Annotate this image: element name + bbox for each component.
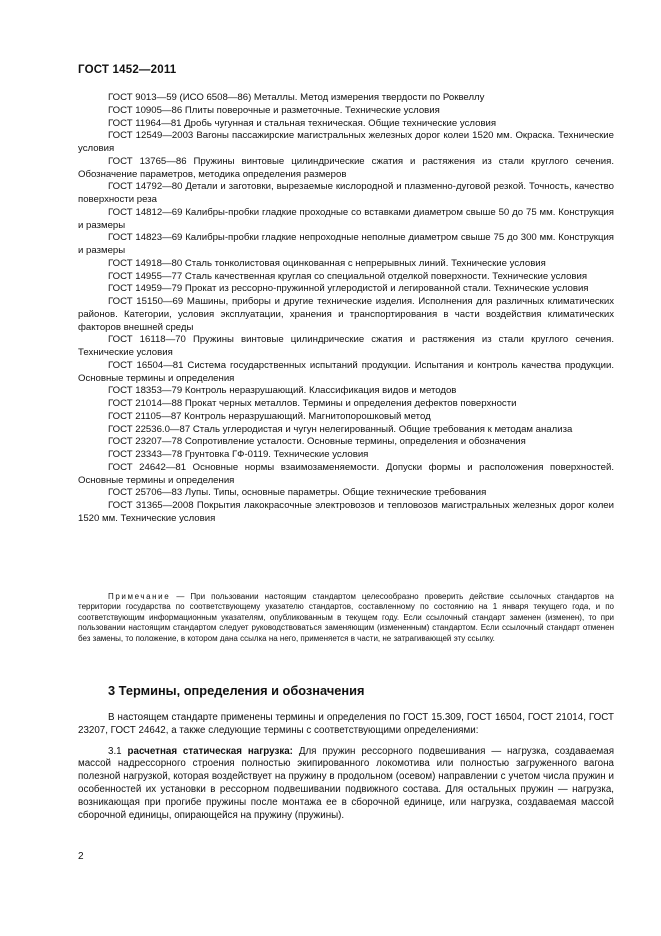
normative-references-list [78, 92, 614, 526]
reference-item: ГОСТ 11964—81 Дробь чугунная и стальная техническая. Общие технические условия [108, 117, 497, 129]
reference-item: ГОСТ 14792—80 Детали и заготовки, вырезаемые кислородной и плазменно-дуговой резкой. Точность, качество поверхности реза [78, 181, 614, 205]
note-label: Примечание [108, 592, 171, 601]
reference-item: ГОСТ 14918—80 Сталь тонколистовая оцинкованная с непрерывных линий. Технические условия [108, 257, 546, 269]
reference-item: ГОСТ 21014—88 Прокат черных металлов. Термины и определения дефектов поверхности [108, 398, 517, 409]
reference-item: ГОСТ 31365—2008 Покрытия лакокрасочные электровозов и тепловозов магистральных железных дорог колеи 1520 мм. Технические условия [78, 500, 614, 524]
reference-item: ГОСТ 15150—69 Машины, приборы и другие технические изделия. Исполнения для различных климатических районов. Категории, условия эксплуатации, хранения и транспортирования в части воздействия климатических факторов внешней среды [78, 296, 614, 333]
term-definition-paragraph [78, 746, 614, 823]
reference-item: ГОСТ 14812—69 Калибры-пробки гладкие проходные со вставками диаметром свыше 50 до 75 мм. Конструкция и размеры [78, 206, 614, 231]
reference-item: ГОСТ 24642—81 Основные нормы взаимозаменяемости. Допуски формы и расположения поверхностей. Основные термины и определения [78, 461, 614, 486]
reference-item: ГОСТ 21105—87 Контроль неразрушающий. Магнитопорошковый метод [108, 410, 431, 422]
references-note [78, 592, 614, 644]
reference-item: ГОСТ 10905—86 Плиты поверочные и разметочные. Технические условия [108, 104, 440, 116]
reference-item: ГОСТ 22536.0—87 Сталь углеродистая и чугун нелегированный. Общие требования к методам анализа [108, 423, 573, 435]
reference-item: ГОСТ 18353—79 Контроль неразрушающий. Классификация видов и методов [108, 385, 457, 397]
reference-item: ГОСТ 16504—81 Система государственных испытаний продукции. Испытания и контроль качества продукции. Основные термины и определения [78, 359, 614, 384]
term-name: расчетная статическая нагрузка: [127, 745, 293, 757]
reference-item: ГОСТ 14955—77 Сталь качественная круглая со специальной отделкой поверхности. Технические условия [108, 270, 588, 282]
reference-item: ГОСТ 23343—78 Грунтовка ГФ-0119. Технические условия [108, 449, 369, 460]
document-header: ГОСТ 1452—2011 [78, 64, 177, 76]
term-definition: Для пружин рессорного подвешивания — нагрузка, создаваемая массой надрессорного строения полностью экипированного локомотива или полностью загруженного вагона полезной нагрузкой, которая воздействует на пружину в продольном (осевом) направлении с учетом числа пружин и особенностей их установки в рессорном подвешивании подвижного состава. Для остальных пружин — нагрузка, возникающая при прогибе пружины после монтажа ее в сборочной единице, или нагрузка, создаваемая массой сборочной единицы, опирающейся на пружину (пружины). [78, 745, 615, 821]
reference-item: ГОСТ 14959—79 Прокат из рессорно-пружинной углеродистой и легированной стали. Технические условия [108, 283, 589, 295]
reference-item: ГОСТ 9013—59 (ИСО 6508—86) Металлы. Метод измерения твердости по Роквеллу [108, 92, 485, 103]
reference-item: ГОСТ 16118—70 Пружины винтовые цилиндрические сжатия и растяжения из стали круглого сечения. Технические условия [78, 334, 614, 358]
section-intro: В настоящем стандарте применены термины и определения по ГОСТ 15.309, ГОСТ 16504, ГОСТ 21014, ГОСТ 23207, ГОСТ 24642, а также следующие термины с соответствующими определениями: [78, 712, 614, 736]
term-number: 3.1 [108, 745, 128, 757]
reference-item: ГОСТ 25706—83 Лупы. Типы, основные параметры. Общие технические требования [108, 487, 487, 499]
reference-item: ГОСТ 14823—69 Калибры-пробки гладкие непроходные неполные диаметром свыше 75 до 300 мм. Конструкция и размеры [78, 232, 614, 256]
section-title: 3 Термины, определения и обозначения [108, 683, 365, 698]
note-text: — При пользовании настоящим стандартом целесообразно проверить действие ссылочных стандартов на территории государства по соответствующему указателю стандартов, составленному по состоянию на 1 января текущего года, и по соответствующим информационным указателям, опубликованным в текущем году. Если ссылочный стандарт заменен (изменен), то при пользовании настоящим стандартом следует руководствоваться заменяющим (измененным) стандартом. Если ссылочный стандарт отменен без замены, то положение, в котором дана ссылка на него, применяется в части, не затрагивающей эту ссылку. [78, 592, 614, 643]
reference-item: ГОСТ 12549—2003 Вагоны пассажирские магистральных железных дорог колеи 1520 мм. Окраска. Технические условия [78, 130, 614, 154]
note-paragraph [78, 592, 614, 644]
page-number: 2 [78, 851, 84, 862]
reference-item: ГОСТ 23207—78 Сопротивление усталости. Основные термины, определения и обозначения [108, 436, 526, 448]
section-body [78, 712, 614, 830]
reference-item: ГОСТ 13765—86 Пружины винтовые цилиндрические сжатия и растяжения из стали круглого сечения. Обозначение параметров, методика определения размеров [78, 155, 614, 180]
